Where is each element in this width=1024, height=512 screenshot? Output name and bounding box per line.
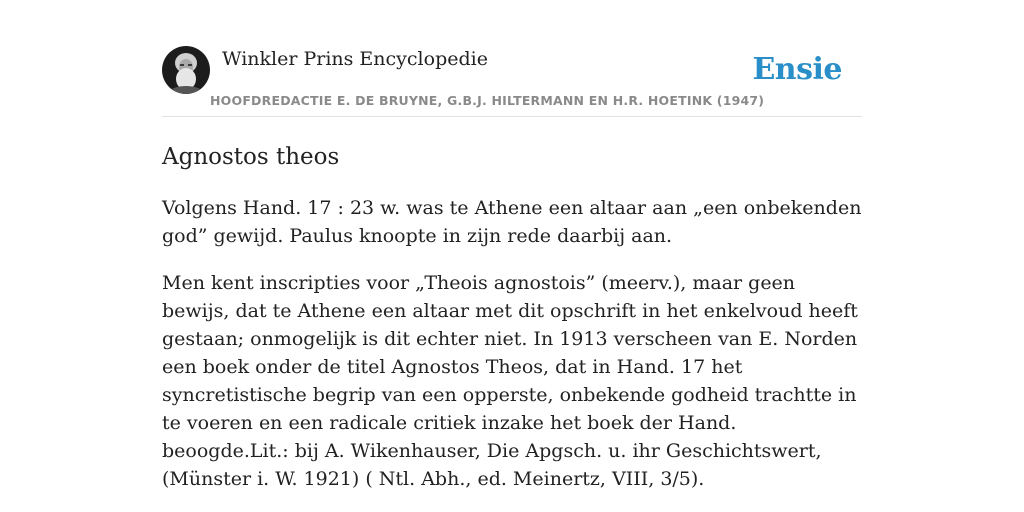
article-paragraph: Volgens Hand. 17 : 23 w. was te Athene een altaar aan „een onbekenden god” gewijd. Paulus knoopte in zijn rede daarbij aan.	[162, 197, 862, 247]
page	[162, 46, 862, 493]
article-paragraph: Men kent inscripties voor „Theois agnostois” (meerv.), maar geen bewijs, dat te Athene een altaar met dit opschrift in het enkelvoud heeft gestaan; onmogelijk is dit echter niet. In 1913 verscheen van E. Norden een boek onder de titel Agnostos Theos, dat in Hand. 17 het syncretistische begrip van een opperste, onbekende godheid trachtte in te voeren en een radicale critiek inzake het boek der Hand. beoogde.Lit.: bij A. Wikenhauser, Die Apgsch. u. ihr Geschichtswert, (Münster i. W. 1921) ( Ntl. Abh., ed. Meinertz, VIII, 3/5).	[162, 272, 858, 490]
editors-line: HOOFDREDACTIE E. DE BRUYNE, G.B.J. HILTERMANN EN H.R. HOETINK (1947)	[210, 93, 765, 108]
portrait-avatar-graphic	[162, 46, 210, 94]
header	[162, 46, 862, 117]
article-title: Agnostos theos	[162, 144, 340, 170]
brand-logo[interactable]: Ensie	[752, 52, 842, 87]
publication-title[interactable]: Winkler Prins Encyclopedie	[222, 48, 488, 70]
portrait-avatar-icon[interactable]	[162, 46, 210, 94]
